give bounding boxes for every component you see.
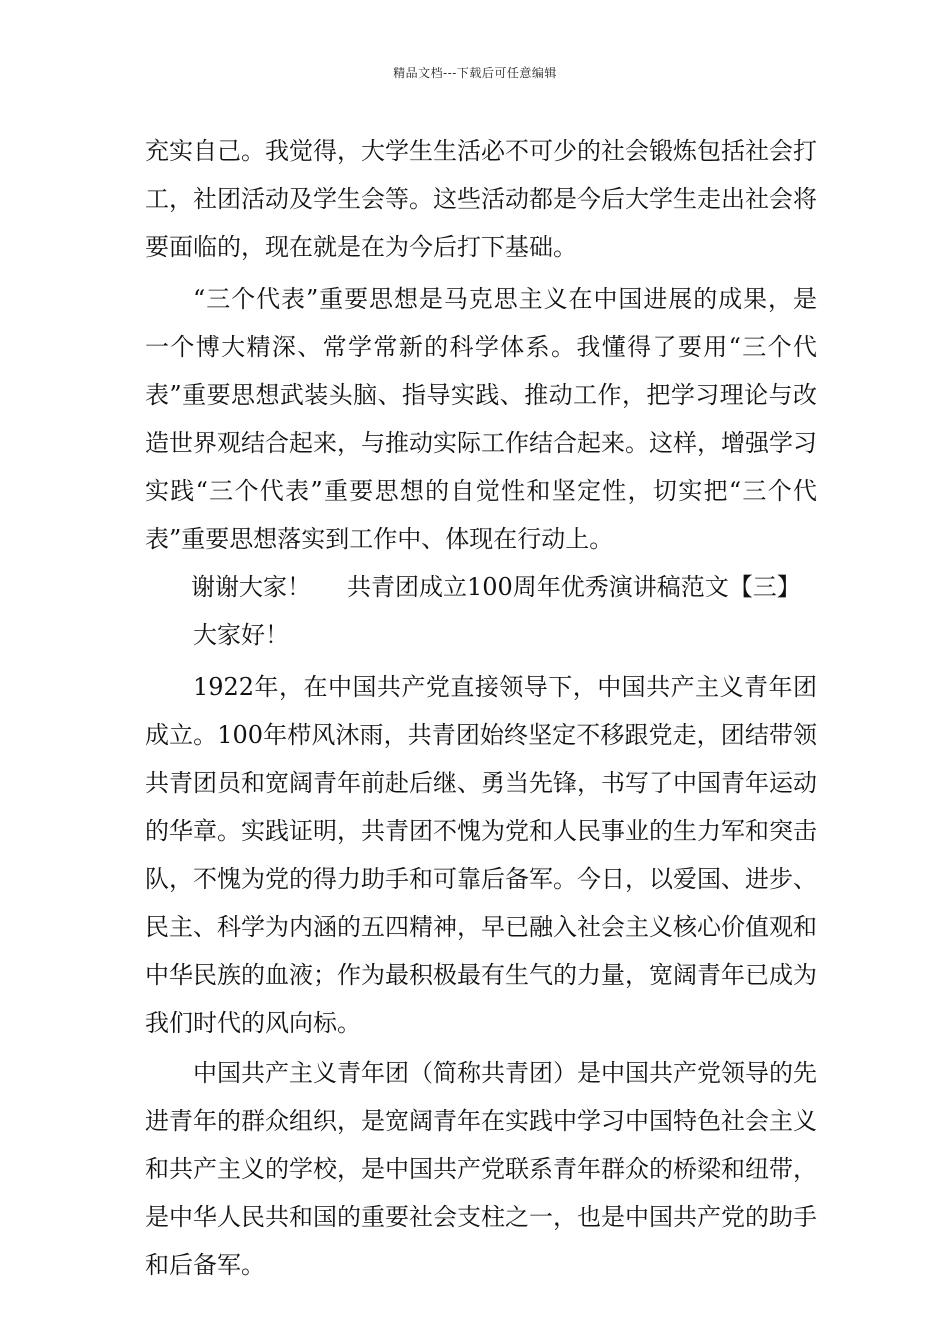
paragraph-three-represents: “三个代表”重要思想是马克思主义在中国进展的成果，是一个博大精深、常学常新的科学体系。我懂得了要用“三个代表”重要思想武装头脑、指导实践、推动工作，把学习理论与改造世界观结合起来，与推动实际工作结合起来。这样，增强学习实践“三个代表”重要思想的自觉性和坚定性，切实把“三个代表”重要思想落实到工作中、体现在行动上。 — [145, 285, 817, 553]
paragraph-continuation: 充实自己。我觉得，大学生生活必不可少的社会锻炼包括社会打工，社团活动及学生会等。这些活动都是今后大学生走出社会将要面临的，现在就是在为今后打下基础。 — [145, 137, 817, 261]
thanks-text: 谢谢大家！ — [191, 573, 311, 601]
paragraph-league-founding: 1922年，在中国共产党直接领导下，中国共产主义青年团成立。100年栉风沐雨，共青团始终坚定不移跟党走，团结带领共青团员和宽阔青年前赴后继、勇当先锋，书写了中国青年运动的华章。实践证明，共青团不愧为党和人民事业的生力军和突击队，不愧为党的得力助手和可靠后备军。今日，以爱国、进步、民主、科学为内涵的五四精神，早已融入社会主义核心价值观和中华民族的血液；作为最积极最有生气的力量，宽阔青年已成为我们时代的风向标。 — [145, 673, 817, 1037]
section-title: 共青团成立100周年优秀演讲稿范文【三】 — [347, 573, 801, 601]
greeting-text: 大家好！ — [193, 621, 289, 649]
document-body — [145, 127, 817, 1289]
page-header: 精品文档---下载后可任意编辑 — [393, 66, 557, 80]
thanks-and-section-title — [145, 563, 817, 611]
paragraph-league-definition: 中国共产主义青年团（简称共青团）是中国共产党领导的先进青年的群众组织，是宽阔青年在实践中学习中国特色社会主义和共产主义的学校，是中国共产党联系青年群众的桥梁和纽带，是中华人民共和国的重要社会支柱之一，也是中国共产党的助手和后备军。 — [145, 1059, 817, 1279]
